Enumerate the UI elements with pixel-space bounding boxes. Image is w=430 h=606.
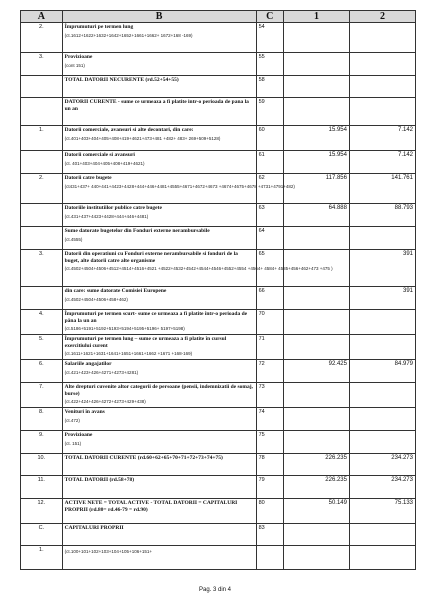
table-row [21,476,416,499]
value-col1: 117.856 [283,174,349,204]
table-row [21,98,416,126]
value-col2: 391 [349,287,415,310]
row-accounts: (ct.401+403+404+405+408+419+4621+473+481 +482+ 483+ 269+509+5128) [64,135,221,141]
row-title: Sume datorate bugetelor din Fonduri externe nerambursabile [64,228,210,234]
table-row [21,408,416,431]
row-description [62,546,256,570]
row-code: 60 [256,126,283,151]
row-accounts: (ct.422+424+426+4272+4273+429+438) [64,399,146,404]
header-c: C [256,11,283,23]
row-title: Venituri în avans [64,409,105,415]
value-col2: 75.133 [349,499,415,524]
row-description [62,499,256,524]
row-code: 83 [256,524,283,546]
table-row [21,227,416,250]
value-col1 [283,98,349,126]
row-number: 12. [21,499,63,524]
row-description [62,53,256,76]
value-col2 [349,524,415,546]
row-title: Provizioane [64,432,93,438]
row-number: 1. [21,546,63,570]
row-code: 63 [256,204,283,227]
row-number: 10. [21,454,63,476]
row-title: Datorii catre bugete [64,175,112,181]
row-number [21,227,63,250]
value-col1 [283,23,349,53]
table-row [21,499,416,524]
value-col2 [349,23,415,53]
row-code: 71 [256,335,283,360]
value-col2: 141.761 [349,174,415,204]
row-number: 8. [21,408,63,431]
table-row [21,383,416,408]
row-description [62,524,256,546]
value-col1 [283,546,349,570]
row-description [62,76,256,98]
row-description [62,360,256,383]
row-code: 65 [256,250,283,287]
value-col1: 226.235 [283,454,349,476]
row-accounts: (ct.5186+5191+5192+5193+5194+5195+5196+ 5197+5198) [64,326,185,331]
row-code: 73 [256,383,283,408]
row-accounts: (ct.421+423+426+4271+4273+4281) [64,369,139,375]
row-code: 78 [256,454,283,476]
row-code: 62 [256,174,283,204]
value-col2 [349,408,415,431]
value-col1 [283,524,349,546]
row-title: TOTAL DATORII (rd.58+78) [64,477,135,483]
row-number [21,76,63,98]
value-col1: 92.425 [283,360,349,383]
header-a: A [21,11,63,23]
row-description [62,408,256,431]
value-col1 [283,383,349,408]
table-row [21,23,416,53]
row-description [62,454,256,476]
value-col2 [349,546,415,570]
table-row [21,250,416,287]
value-col1 [283,76,349,98]
row-title: DATORII CURENTE - sume ce urmeaza a fi platite intr-o perioada de pana la un an [64,99,249,112]
row-number [21,287,63,310]
page-number: Pag. 3 din 4 [198,587,232,593]
row-description [62,23,256,53]
row-number: 2. [21,174,63,204]
row-code [256,546,283,570]
table-row [21,204,416,227]
value-col2: 88.793 [349,204,415,227]
table-row [21,76,416,98]
row-title: Datorii comerciale si avansuri [64,152,135,158]
row-accounts: (ct.1611+1621+1631+1641+1651+1661+1662 +1671 +168-169) [64,351,193,356]
table-row [21,546,416,570]
value-col1 [283,310,349,335]
row-title: ACTIVE NETE = TOTAL ACTIVE - TOTAL DATORII = CAPITALURI PROPRII (rd.80= rd.46-79 = rd.90) [64,500,238,513]
row-accounts: (ct. 401+403+404+405+408+419+4621) [64,160,145,166]
table-row [21,174,416,204]
row-code: 61 [256,151,283,174]
value-col2 [349,53,415,76]
value-col1: 15.954 [283,126,349,151]
table-row [21,335,416,360]
row-description [62,383,256,408]
value-col2: 84.979 [349,360,415,383]
value-col2 [349,310,415,335]
header-col2: 2 [349,11,415,23]
row-number: 9. [21,431,63,454]
row-accounts: (ct.4502+4504+4506+4512+4514+4516+4521 +4522+4532+4542+4544+4546+4552+4554 +4564+ 4584+ 4585+456+462+473 +475 ) [64,266,333,271]
value-col1: 50.149 [283,499,349,524]
table-row [21,360,416,383]
value-col2 [349,227,415,250]
value-col1: 226.235 [283,476,349,499]
row-code: 55 [256,53,283,76]
liabilities-table [20,10,416,570]
row-title: din care: sume datorate Comisiei Europene [64,288,167,294]
value-col2: 234.273 [349,476,415,499]
row-title: Datorii din operatiuni cu Fonduri externe nerambursabile si fonduri de la buget, alte datorii catre alte organisme [64,251,238,264]
row-accounts: (ct.100+101+102+103+104+105+106+151+ [64,549,152,554]
value-col2: 7.142 [349,151,415,174]
row-title: Datoriile institutiilor publice catre bugete [64,205,162,211]
row-accounts: (ct.1612+1622+1632+1642+1652+1661+1662+ 1672+168 -169) [64,32,193,38]
row-accounts: (ct.4502+4504+4506+458+462) [64,296,128,302]
header-col1: 1 [283,11,349,23]
row-title: TOTAL DATORII NECURENTE (rd.52+54+55) [64,77,179,83]
table-row [21,431,416,454]
row-number: 7. [21,383,63,408]
row-number: 4. [21,310,63,335]
row-number: 5. [21,335,63,360]
row-accounts: (ct431+437+ 440+441+4423+4428+444+446+4481+4555+4671+4672+4673 +4674+4675+4678 +4731+4791+482) [64,183,295,189]
row-code: 75 [256,431,283,454]
row-code: 54 [256,23,283,53]
row-description [62,126,256,151]
value-col2 [349,335,415,360]
table-row [21,310,416,335]
header-b: B [62,11,256,23]
row-description [62,310,256,335]
value-col1: 64.888 [283,204,349,227]
row-code: 79 [256,476,283,499]
header-row [21,11,416,23]
row-number: 2. [21,23,63,53]
row-code: 59 [256,98,283,126]
row-accounts: (cont 151) [64,62,85,68]
table-row [21,53,416,76]
row-number [21,204,63,227]
row-description [62,476,256,499]
row-description [62,204,256,227]
value-col2 [349,383,415,408]
row-number [21,151,63,174]
balance-sheet [20,10,416,570]
table-body [21,23,416,570]
value-col1 [283,287,349,310]
value-col1: 15.954 [283,151,349,174]
value-col2 [349,431,415,454]
row-description [62,335,256,360]
value-col2: 234.273 [349,454,415,476]
row-code: 72 [256,360,283,383]
row-code: 58 [256,76,283,98]
row-title: CAPITALURI PROPRII [64,525,124,531]
row-code: 66 [256,287,283,310]
row-number: 6. [21,360,63,383]
row-accounts: (ct. 151) [64,440,82,446]
row-number: 3. [21,250,63,287]
row-title: TOTAL DATORII CURENTE (rd.60+62+65+70+71+72+73+74+75) [64,455,223,461]
row-number: 3. [21,53,63,76]
row-number: 1. [21,126,63,151]
value-col1 [283,227,349,250]
row-title: Datorii comerciale, avansuri si alte decontari, din care: [64,127,194,133]
value-col1 [283,53,349,76]
row-number [21,98,63,126]
value-col2 [349,76,415,98]
row-code: 74 [256,408,283,431]
table-row [21,151,416,174]
row-title: Alte drepturi cuvenite altor categorii de persoane (pensii, indemnizatii de somaj, burse) [64,384,253,397]
table-row [21,287,416,310]
row-title: Împrumuturi pe termen scurt- sume ce urmeaza a fi platite într-o perioada de pâna la un an [64,311,248,324]
row-accounts: (ct.472) [64,417,80,423]
row-description [62,287,256,310]
row-title: Împrumuturi pe termen lung [64,24,134,30]
row-code: 70 [256,310,283,335]
row-title: Salariile angajatilor [64,361,112,367]
value-col1 [283,408,349,431]
row-code: 64 [256,227,283,250]
row-title: Provizioane [64,54,93,60]
row-title: Împrumuturi pe termen lung – sume ce urmeaza a fi platite în cursul exercitiului curent [64,336,227,349]
value-col2: 391 [349,250,415,287]
table-row [21,524,416,546]
value-col2 [349,98,415,126]
row-accounts: (ct.431+437+4423+4428+444+446+4481) [64,213,149,219]
row-accounts: (ct.4555) [64,236,83,242]
row-number: C. [21,524,63,546]
value-col2: 7.142 [349,126,415,151]
row-description [62,151,256,174]
table-row [21,126,416,151]
row-code: 80 [256,499,283,524]
row-description [62,98,256,126]
row-number: 11. [21,476,63,499]
row-description [62,431,256,454]
value-col1 [283,431,349,454]
table-row [21,454,416,476]
row-description [62,227,256,250]
value-col1 [283,335,349,360]
